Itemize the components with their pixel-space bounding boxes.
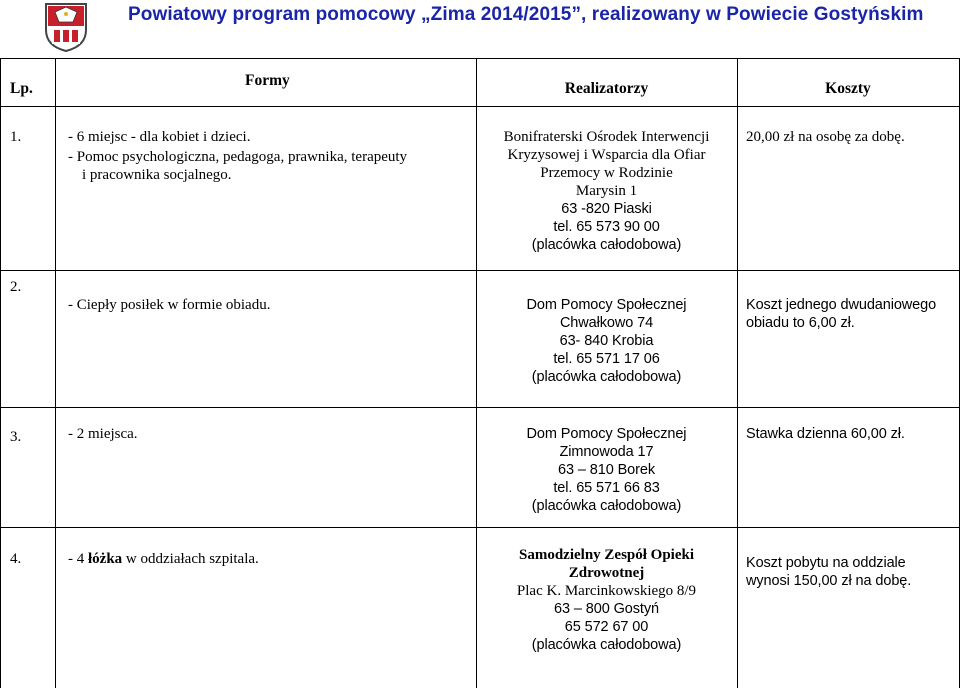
form-suffix: w oddziałach szpitala. — [122, 551, 259, 567]
provider-line: (placówka całodobowa) — [531, 637, 682, 653]
provider-line: Marysin 1 — [575, 183, 638, 199]
provider-line: tel. 65 571 66 83 — [553, 480, 660, 496]
provider-name: Samodzielny Zespół Opieki — [518, 547, 695, 563]
provider-line: Plac K. Marcinkowskiego 8/9 — [516, 583, 697, 599]
provider-line: 65 572 67 00 — [564, 619, 649, 635]
provider-line: 63 – 800 Gostyń — [554, 601, 659, 617]
form-emphasis: łóżka — [88, 551, 123, 567]
provider-line: 63 – 810 Borek — [558, 462, 655, 478]
row-provider — [476, 296, 737, 386]
row-number: 4. — [10, 551, 22, 567]
provider-line: Kryzysowej i Wsparcia dla Ofiar — [507, 147, 706, 163]
form-prefix: - 4 — [68, 551, 88, 567]
provider-line: (placówka całodobowa) — [531, 369, 682, 385]
provider-line: Chwałkowo 74 — [559, 315, 654, 331]
form-item: - 2 miejsca. — [68, 426, 138, 442]
provider-line: 63- 840 Krobia — [559, 333, 654, 349]
provider-line: tel. 65 571 17 06 — [553, 351, 660, 367]
column-header-koszty: Koszty — [825, 80, 871, 97]
row-number: 2. — [10, 279, 22, 295]
row-cost: Koszt pobytu na oddziale wynosi 150,00 zł na dobę. — [746, 555, 912, 589]
form-item: - 6 miejsc - dla kobiet i dzieci. — [68, 129, 251, 145]
provider-line: 63 -820 Piaski — [561, 201, 652, 217]
form-item — [68, 550, 468, 568]
row-cost: Stawka dzienna 60,00 zł. — [746, 426, 905, 442]
provider-line: Bonifraterski Ośrodek Interwencji — [503, 129, 710, 145]
provider-line: (placówka całodobowa) — [531, 498, 682, 514]
row-number: 1. — [10, 129, 22, 145]
row-provider — [476, 425, 737, 515]
provider-line: Dom Pomocy Społecznej — [526, 297, 687, 313]
provider-line: Przemocy w Rodzinie — [540, 165, 673, 181]
row-forms — [68, 296, 468, 314]
column-header-formy: Formy — [245, 72, 290, 89]
county-coat-of-arms-icon — [44, 2, 88, 52]
row-forms — [68, 425, 468, 443]
page-title: Powiatowy program pomocowy „Zima 2014/2015”, realizowany w Powiecie Gostyńskim — [128, 4, 924, 25]
provider-name: Zdrowotnej — [568, 565, 645, 581]
column-header-lp: Lp. — [10, 80, 33, 97]
row-number: 3. — [10, 429, 22, 445]
row-provider — [476, 128, 737, 254]
row-cost: Koszt jednego dwudaniowego obiadu to 6,00 zł. — [746, 297, 937, 331]
row-cost: 20,00 zł na osobę za dobę. — [746, 129, 905, 145]
provider-line: Zimnowoda 17 — [559, 444, 654, 460]
form-item: - Pomoc psychologiczna, pedagoga, prawnika, terapeuty — [68, 149, 408, 165]
provider-line: Dom Pomocy Społecznej — [526, 426, 687, 442]
provider-line: tel. 65 573 90 00 — [553, 219, 660, 235]
provider-line: (placówka całodobowa) — [531, 237, 682, 253]
row-provider — [476, 546, 737, 654]
row-forms — [68, 128, 468, 184]
row-forms — [68, 550, 468, 568]
form-item: i pracownika socjalnego. — [82, 167, 232, 183]
form-item: - Ciepły posiłek w formie obiadu. — [68, 297, 271, 313]
column-header-realizatorzy: Realizatorzy — [564, 80, 649, 97]
